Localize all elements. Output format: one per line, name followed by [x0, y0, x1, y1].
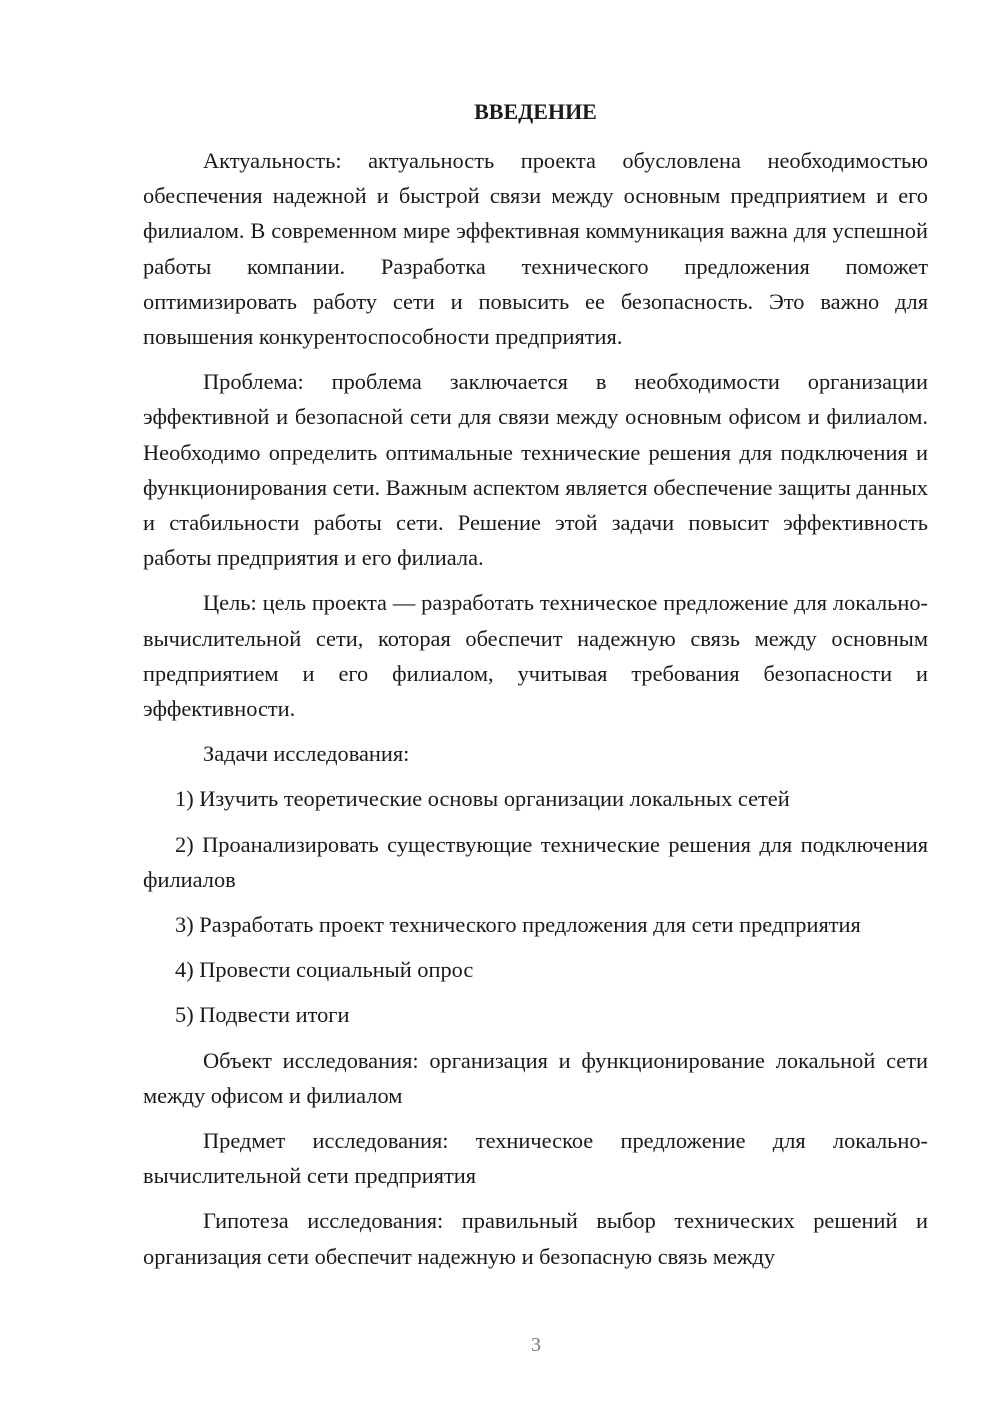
page-number: 3 [531, 1334, 541, 1356]
paragraph-object: Объект исследования: организация и функционирование локальной сети между офисом и филиалом [143, 1047, 928, 1108]
paragraph-tasks-heading: Задачи исследования: [203, 741, 410, 767]
paragraph-goal: Цель: цель проекта — разработать техническое предложение для локально-вычислительной сети, которая обеспечит надежную связь между основным предприятием и его филиалом, учитывая требования безопасности и эффективности. [143, 590, 928, 722]
task-item: 5) Подвести итоги [175, 1002, 350, 1028]
paragraph-subject: Предмет исследования: техническое предложение для локально-вычислительной сети предприятия [143, 1128, 928, 1189]
task-item: 4) Провести социальный опрос [175, 957, 474, 983]
paragraph-problem: Проблема: проблема заключается в необходимости организации эффективной и безопасной сети для связи между основным офисом и филиалом. Необходимо определить оптимальные технические решения для подключения и функционирования сети. Важным аспектом является обеспечение защиты данных и стабильности работы сети. Решение этой задачи повысит эффективность работы предприятия и его филиала. [143, 369, 928, 571]
paragraph-hypothesis: Гипотеза исследования: правильный выбор технических решений и организация сети обеспечит надежную и безопасную связь между [143, 1208, 928, 1269]
paragraph-relevance: Актуальность: актуальность проекта обусловлена необходимостью обеспечения надежной и быстрой связи между основным предприятием и его филиалом. В современном мире эффективная коммуникация важна для успешной работы компании. Разработка технического предложения поможет оптимизировать работу сети и повысить ее безопасность. Это важно для повышения конкурентоспособности предприятия. [143, 148, 928, 350]
document-body [143, 143, 928, 1284]
page-title: ВВЕДЕНИЕ [474, 99, 597, 124]
task-item: 2) Проанализировать существующие технические решения для подключения филиалов [143, 831, 928, 892]
task-item: 3) Разработать проект технического предложения для сети предприятия [175, 912, 861, 938]
task-item: 1) Изучить теоретические основы организации локальных сетей [175, 786, 790, 812]
